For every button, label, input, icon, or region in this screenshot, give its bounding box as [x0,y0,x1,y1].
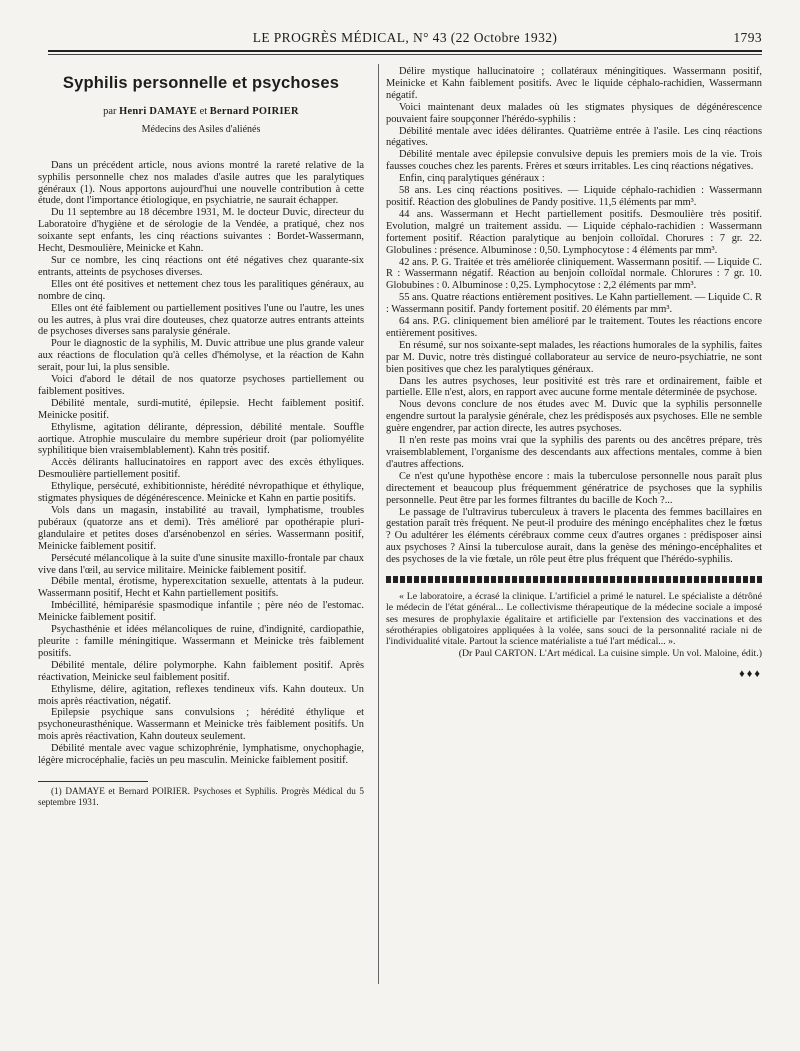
affiliation: Médecins des Asiles d'aliénés [141,123,261,135]
paragraph: Ethylisme, délire, agitation, reflexes tendineux vifs. Kahn douteux. Un mois après réactivation, négatif. [38,683,364,707]
paragraph: Voici d'abord le détail de nos quatorze psychoses partiellement ou faiblement positives. [38,374,364,397]
separator-band [386,576,762,583]
paragraph: Vols dans un magasin, instabilité au travail, lymphatisme, troubles pubéraux (quatorze ans et demi). Très amélioré par opothérapie pluri-glandulaire et petites doses d'arsénobenzol en séries. Wassermann positif, Meinicke faiblement positif. [38,505,364,552]
paragraph: 64 ans. P.G. cliniquement bien amélioré par le traitement. Toutes les réactions encore entièrement positives. [386,316,762,339]
paragraph: Débile mental, érotisme, hyperexcitation sexuelle, attentats à la pudeur. Wassermann positif, Hecht et Kahn partiellement positifs. [38,576,364,600]
left-column [38,74,364,807]
paragraph: Enfin, cinq paralytiques généraux : [399,173,545,185]
byline-par: par [103,105,117,117]
paragraph: Ce n'est qu'une hypothèse encore : mais la tuberculose personnelle nous paraît plus directement et beaucoup plus fréquemment génératrice de psychoses que la syphilis personnelle. Peut être par les formes filtrantes du bacille de Koch ?... [386,470,762,506]
byline-et: et [199,105,208,117]
byline [38,106,364,118]
paragraph: Sur ce nombre, les cinq réactions ont été négatives chez quarante-six entrants, atteints de psychoses diverses. [38,254,364,278]
paragraph: Nous devons conclure de nos études avec M. Duvic que la syphilis personnelle engendre surtout la paralysie générale, chez les prédisposés aux psychoses. Elle ne semble guère engendrer, par action directe, les autres psychoses. [386,399,762,435]
ornament: ♦♦♦ [739,667,762,680]
column-divider [378,64,379,984]
paragraph: Elles ont été positives et nettement chez tous les paralitiques généraux, au nombre de cinq. [38,278,364,302]
paragraph: Ethylisme, agitation délirante, dépression, débilité mentale. Souffle aortique. Atrophie musculaire du membre supérieur droit (par poliomyélite syphilitique bien vraisemblablement). Kahn très positif. [38,421,364,457]
paragraph: Débilité mentale, surdi-mutité, épilepsie. Hecht faiblement positif. Meinicke positif. [38,397,364,421]
paragraph: Dans les autres psychoses, leur positivité est très rare et ordinairement, faible et partielle. Elle n'est, alors, en rapport avec aucune forme mentale déterminée de psychose. [386,375,762,399]
footnote: (1) DAMAYE et Bernard POIRIER. Psychoses et Syphilis. Progrès Médical du 5 septembre 1931. [38,785,364,807]
paragraph: Ethylique, persécuté, exhibitionniste, hérédité névropathique et éthylique, stigmates physiques de dégénérescence. Meinicke et Kahn en partie positifs. [38,481,364,505]
paragraph: Imbécillité, hémiparésie spasmodique infantile ; père néo de l'estomac. Meinicke faiblement positif. [38,600,364,624]
paragraph: Psychasthénie et idées mélancoliques de ruine, d'indignité, cardiopathie, pleurite : famille méningitique. Wassermann et Meinicke très faiblement positifs. [38,624,364,659]
paragraph: Délire mystique hallucinatoire ; collatéraux méningitiques. Wassermann positif, Meinicke et Kahn faiblement positifs. Avec le liquide céphalo-rachidien, Wassermann négatif. [386,66,762,101]
paragraph: Accès délirants hallucinatoires en rapport avec des excès éthyliques. Desmoulière partiellement positif. [38,457,364,481]
article-title: Syphilis personnelle et psychoses [62,74,340,92]
paragraph: Voici maintenant deux malades où les stigmates physiques de dégénérescence pouvaient faire soupçonner l'hérédo-syphilis : [386,101,762,125]
footnote-rule [38,781,148,782]
paragraph: Le passage de l'ultravirus tuberculeux à travers le placenta des femmes bacillaires en gestation paraît très fréquent. Ne peut-il produire des méningo encéphalites chez le fœtus ? Ou adultérer les éléments cérébraux comme ceux d'autres organes : prédisposer ainsi aux psychoses ? Ainsi la tuberculose aurait, dans la genèse des méningo-encéphalites et des psychoses de la vie fœtale, un rôle peut être plus fréquent que l'hérédo-syphilis. [386,506,762,566]
paragraph: Epilepsie psychique sans convulsions ; hérédité éthylique et psychoneurasthénique. Wassermann et Meinicke très faiblement positifs. Un mois après réactivation, Kahn douteux seulement. [38,707,364,743]
right-column [386,66,762,681]
paragraph: Persécuté mélancolique à la suite d'une sinusite maxillo-frontale par chaux vive dans l'œil, au service militaire. Meinicke faiblement positif. [38,552,364,576]
paragraph: Débilité mentale avec idées délirantes. Quatrième entrée à l'asile. Les cinq réactions négatives. [386,125,762,149]
paragraph: Débilité mentale avec épilepsie convulsive depuis les premiers mois de la vie. Trois fausses couches chez les parents. Frères et sœurs irritables. Les cinq réactions négatives. [386,149,762,173]
quote-block [386,591,762,659]
header-rule-thin [48,54,762,55]
journal-header: LE PROGRÈS MÉDICAL, N° 43 (22 Octobre 1932) [252,30,558,45]
paragraph: Débilité mentale avec vague schizophrénie, lymphatisme, onychophagie, légère microcéphalie, faciès un peu masculin. Meinicke faiblement positif. [38,743,364,767]
right-body [386,66,762,566]
paragraph: Il n'en reste pas moins vrai que la syphilis des parents ou des ancêtres prépare, très vraisemblablement, l'organisme des descendants aux affections mentales, comme à bien d'autres affections. [386,435,762,470]
paragraph: 42 ans. P. G. Traitée et très améliorée cliniquement. Wassermann positif. — Liquide C. R : Wassermann négatif. Réaction au benjoin colloïdal normale. Chlorures : 7 gr. 10. Globubines : 0. Albuminose : 0,25. Lymphocytose : 2,2 éléments par mm³. [386,256,762,292]
paragraph: 55 ans. Quatre réactions entièrement positives. Le Kahn partiellement. — Liquide C. R : Wassermann positif. Pandy fortement positif. 20 éléments par mm³. [386,292,762,316]
paragraph: Elles ont été faiblement ou partiellement positives l'une ou l'autre, les unes ou les autres, à plus vrai dire douteuses, chez quatorze autres entrants atteints de psychoses diverses sans paralysie générale. [38,302,364,338]
paragraph: Du 11 septembre au 18 décembre 1931, M. le docteur Duvic, directeur du Laboratoire d'hygiène et de sérologie de la Vendée, a pratiqué, chez nos soixante sept enfants, les cinq réactions suivantes : Bordet-Wassermann, Hecht, Desmoulière, Meinicke et Kahn. [38,207,364,255]
paragraph: 58 ans. Les cinq réactions positives. — Liquide céphalo-rachidien : Wassermann positif. Réaction des globulines de Pandy positive. 11,5 éléments par mm³. [386,185,762,208]
author-2: Bernard POIRIER [209,105,299,117]
page-number: 1793 [733,30,762,45]
paragraph: Pour le diagnostic de la syphilis, M. Duvic attribue une plus grande valeur aux réactions de floculation qu'à celles d'hémolyse, et la réaction de Kahn serait, pour lui, la plus sensible. [38,338,364,374]
paragraph: Dans un précédent article, nous avions montré la rareté relative de la syphilis personnelle chez nos malades d'asile autres que les paralytiques généraux (1). Nous apportons aujourd'hui une nouvelle contribution à cette étude, dont l'importance étiologique, en psychiatrie, ne saurait échapper. [38,159,364,207]
quote-text: « Le laboratoire, a écrasé la clinique. L'artificiel a primé le naturel. Le spécialiste a détrôné le médecin de l'état général... Le collectivisme thérapeutique de la médecine sociale a imposé ses mesures de prophylaxie égalitaire et artificielle par l'extension des vaccinations et des sérothérapies obligatoires appliquées à la volée, sans souci de la personnalité raciale ni de l'individualité vitale. Partout la science matérialiste a tué l'art médical... ». [386,591,762,648]
paragraph: Débilité mentale, délire polymorphe. Kahn faiblement positif. Après réactivation, Meinicke seul faiblement positif. [38,659,364,683]
paragraph: En résumé, sur nos soixante-sept malades, les réactions humorales de la syphilis, faites par M. Duvic, notre très distingué collaborateur au service de neuro-psychiatrie, ne sont bien positives que chez les paralytiques généraux. [386,339,762,375]
paragraph: 44 ans. Wassermann et Hecht partiellement positifs. Desmoulière très positif. Evolution, malgré un traitement assidu. — Liquide céphalo-rachidien : Wassermann fortement positif. Réaction paralytique au benjoin colloïdal. Chorures : 7 gr. 22. Globulines : présence. Albuminose : 0,50. Lymphocytose : 4 éléments par mm³. [386,208,762,256]
header-rule [48,50,762,52]
author-1: Henri DAMAYE [119,105,198,117]
quote-citation: (Dr Paul CARTON. L'Art médical. La cuisine simple. Un vol. Maloine, édit.) [458,647,762,659]
left-body [38,160,364,767]
